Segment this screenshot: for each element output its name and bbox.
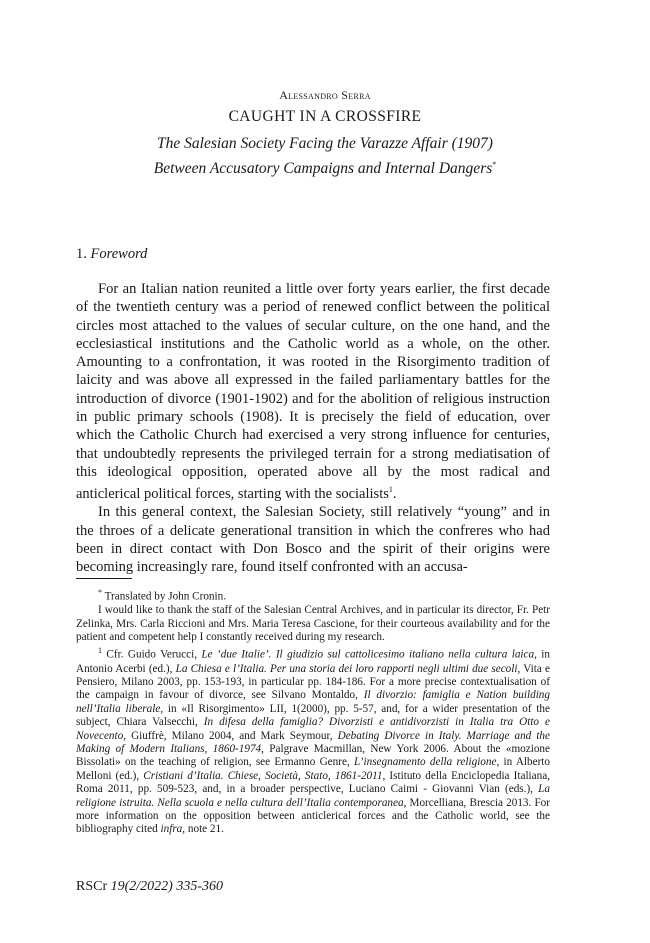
footnote-star-text: Translated by John Cronin. [104, 590, 227, 603]
footnote-separator [76, 578, 132, 579]
journal-reference: 19(2/2022) 335-360 [110, 879, 224, 894]
fn1-infra: infra [160, 823, 183, 836]
footnote-1-mark: 1 [98, 646, 102, 656]
subtitle-line-1: The Salesian Society Facing the Varazze Affair (1907) [157, 135, 493, 152]
fn1-text-a: Cfr. Guido Verucci, [106, 649, 202, 662]
body-text [76, 280, 550, 577]
fn1-text-g: , in «Il Risorgimento» LII, 1(2000), pp. 5-57, and, for a wider presentation of the subject, Chiara Valsecchi, [76, 702, 550, 729]
fn1-text-q: , Morcelliana, Brescia 2013. For more information on the opposition between anticlerical forces and the Catholic world, see the bibliography cited [76, 796, 550, 836]
fn1-text-e: , Vita e Pensiero, Milano 2003, pp. 153-193, in particular pp. 184-186. For a more precise contextualisation of the campaign in favour of divorce, see Silvano Montaldo, [76, 662, 550, 702]
journal-footer [76, 879, 223, 895]
journal-name: RSCr [76, 879, 108, 894]
translation-note-mark: * [492, 160, 497, 169]
fn1-title-l: L’insegnamento della religione [353, 756, 497, 769]
footnote-1 [76, 644, 550, 836]
footnote-thanks: I would like to thank the staff of the Salesian Central Archives, and in particular its director, Fr. Petr Zelinka, Mrs. Carla Riccioni and Mrs. Maria Teresa Cascione, for their courteous availability and for the patient and competent help I constantly received during my research. [76, 604, 550, 643]
footnote-star [76, 586, 550, 604]
fn1-title-j: Debating Divorce in Italy. Marriage and the Making of Modern Italians, 1860-1974 [76, 729, 550, 755]
fn1-text-m: , in Alberto Melloni (ed.), [76, 756, 550, 782]
fn1-text-s: , note 21. [182, 823, 224, 836]
fn1-text-i: , Giuffrè, Milano 2004, and Mark Seymour, [123, 729, 338, 742]
section-number: 1. [76, 246, 87, 262]
fn1-title-p: La religione istruita. Nella scuola e nella cultura dell’Italia contemporanea [76, 783, 550, 809]
article-subtitle [0, 133, 650, 179]
subtitle-line-2 [0, 154, 650, 179]
section-heading [76, 246, 147, 263]
footnotes [76, 586, 550, 837]
paragraph-1-end: . [392, 486, 397, 503]
fn1-text-k: , Palgrave Macmillan, New York 2006. About the «mozione Bissolati» on the teaching of religion, see Ermanno Genre, [76, 742, 550, 769]
fn1-text-c: , in Antonio Acerbi (ed.), [76, 649, 551, 675]
fn1-text-o: , Istituto della Enciclopedia Italiana, Roma 2011, pp. 509-523, and, in a broader perspective, Luciano Caimi - Giovanni Vian (eds.), [76, 769, 550, 796]
fn1-title-h: In difesa della famiglia? Divorzisti e antidivorzisti in Italia tra Otto e Novecento [76, 716, 550, 742]
subtitle-line-2-text: Between Accusatory Campaigns and Internal Dangers [153, 160, 493, 178]
author-name: Alessandro Serra [279, 88, 371, 102]
paragraph-2: In this general context, the Salesian Society, still relatively “young” and in the throes of a delicate generational transition in which the confreres who had been in direct contact with Don Bosco and the spirit of their origins were becoming increasingly rare, found itself confronted with an accusa- [76, 504, 550, 576]
paragraph-1 [76, 280, 550, 503]
footnote-star-mark: * [98, 588, 102, 597]
section-title: Foreword [90, 246, 148, 262]
fn1-title-f: Il divorzio: famiglia e Nation building nell’Italia liberale [76, 689, 550, 715]
fn1-title-d: La Chiesa e l’Italia. Per una storia dei loro rapporti negli ultimi due secoli [175, 662, 518, 675]
paragraph-1-text: For an Italian nation reunited a little over forty years earlier, the first decade of the twentieth century was a period of renewed conflict between the political circles most attached to the values of secular culture, on the one hand, and the ecclesiastical institutions and the Catholic world as a whole, on the other. Amounting to a confrontation, it was rooted in the Risorgimento tradition of laicity and was above all expressed in the failed parliamentary battles for the introduction of divorce (1901-1902) and for the abolition of religious instruction in public primary schools (1908). It is precisely the field of education, over which the Catholic Church had exercised a very strong influence for centuries, that undoubtedly represents the privileged terrain for a strong mediatisation of this ideological opposition, operated above all by the most radical and anticlerical political forces, starting with the socialists [76, 281, 550, 503]
fn1-title-b: Le ‘due Italie’. Il giudizio sul cattolicesimo italiano nella cultura laica [201, 649, 535, 662]
footnote-ref-1: 1 [388, 485, 393, 495]
article-title: CAUGHT IN A CROSSFIRE [228, 108, 422, 125]
fn1-title-n: Cristiani d’Italia. Chiese, Società, Stato, 1861-2011 [143, 769, 383, 782]
